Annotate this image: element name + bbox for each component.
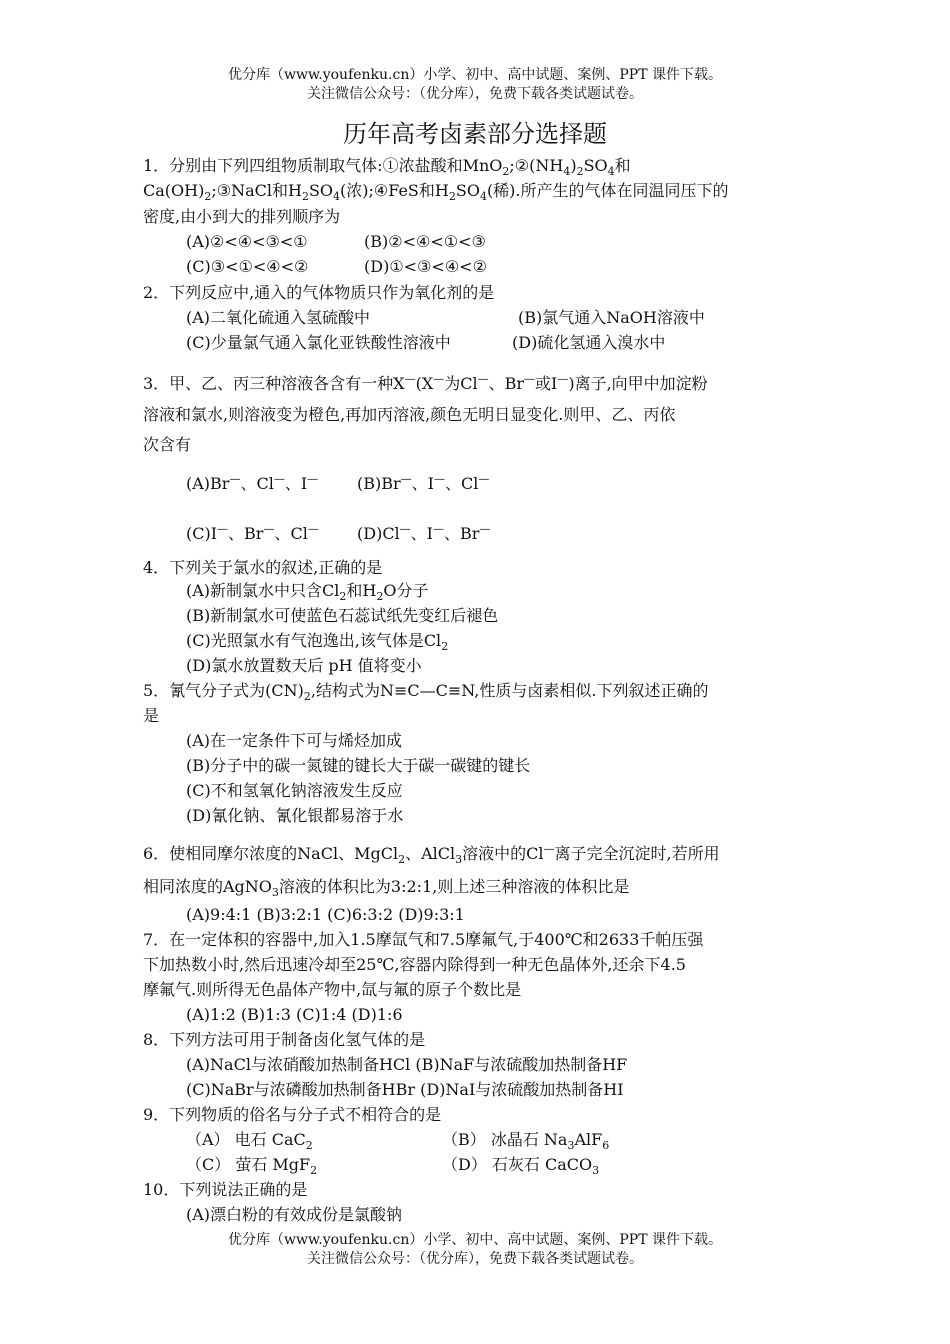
q10-option-a: (A)漂白粉的有效成份是氯酸钠 — [186, 1205, 403, 1224]
q5-option-a: (A)在一定条件下可与烯烃加成 — [186, 731, 403, 750]
q5-line-2: 是 — [143, 706, 160, 725]
q4-stem: 4．下列关于氯水的叙述,正确的是 — [143, 558, 383, 577]
q1-line-3: 密度,由小到大的排列顺序为 — [143, 207, 341, 226]
q10-stem: 10．下列说法正确的是 — [143, 1180, 308, 1199]
q2-option-a: (A)二氧化硫通入氢硫酸中 — [186, 308, 371, 327]
footer-line-2: 关注微信公众号：（优分库），免费下载各类试题试卷。 — [307, 1251, 643, 1267]
q2-stem: 2．下列反应中,通入的气体物质只作为氧化剂的是 — [143, 283, 495, 302]
q9-stem: 9．下列物质的俗名与分子式不相符合的是 — [143, 1105, 442, 1124]
q8-stem: 8．下列方法可用于制备卤化氢气体的是 — [143, 1030, 426, 1049]
q9-option-c: （C） 萤石 MgF$_2$ — [186, 1155, 318, 1178]
q7-line-3: 摩氟气.则所得无色晶体产物中,氙与氟的原子个数比是 — [143, 980, 522, 999]
q3-option-b: (B)Br—、I—、Cl— — [357, 472, 490, 493]
q7-line-1: 7．在一定体积的容器中,加入1.5摩氙气和7.5摩氟气,于400℃和2633千帕压强 — [143, 930, 704, 949]
q3-line-1: 3．甲、乙、丙三种溶液各含有一种X—(X—为Cl—、Br—或I—)离子,向甲中加淀粉 — [143, 372, 708, 393]
q8-options-cd: (C)NaBr与浓磷酸加热制备HBr (D)NaI与浓硫酸加热制备HI — [186, 1080, 624, 1099]
q9-option-d: （D） 石灰石 CaCO$_3$ — [442, 1155, 600, 1178]
q4-option-d: (D)氯水放置数天后 pH 值将变小 — [186, 656, 422, 675]
q5-option-c: (C)不和氢氧化钠溶液发生反应 — [186, 781, 403, 800]
q4-option-a: (A)新制氯水中只含$Cl_2$和$H_2O$分子 — [186, 581, 429, 604]
q4-option-c: (C)光照氯水有气泡逸出,该气体是$Cl_2$ — [186, 631, 449, 654]
q5-option-b: (B)分子中的碳一氮键的键长大于碳一碳键的键长 — [186, 756, 531, 775]
q4-option-b: (B)新制氯水可使蓝色石蕊试纸先变红后褪色 — [186, 606, 499, 625]
q6-options: (A)9:4:1 (B)3:2:1 (C)6:3:2 (D)9:3:1 — [186, 905, 465, 924]
q3-option-c: (C)I—、Br—、Cl— — [186, 522, 319, 543]
q5-option-d: (D)氰化钠、氰化银都易溶于水 — [186, 806, 404, 825]
q5-line-1: 5．氰气分子式为$(CN)_2$,结构式为N≡C—C≡N,性质与卤素相似.下列叙述正确的 — [143, 681, 709, 704]
q7-line-2: 下加热数小时,然后迅速冷却至25℃,容器内除得到一种无色晶体外,还余下4.5 — [143, 955, 686, 974]
q2-option-c: (C)少量氯气通入氯化亚铁酸性溶液中 — [186, 333, 451, 352]
q3-line-3: 次含有 — [143, 435, 192, 454]
header-line-1: 优分库（www.youfenku.cn）小学、初中、高中试题、案例、PPT 课件下载。 — [227, 67, 722, 83]
q1-option-c: (C)③<①<④<② — [186, 257, 309, 276]
q1-option-d: (D)①<③<④<② — [364, 257, 487, 276]
q9-option-b: （B） 冰晶石 $Na_3AlF_6$ — [442, 1130, 610, 1153]
q1-option-b: (B)②<④<①<③ — [364, 232, 486, 251]
q3-option-d: (D)Cl—、I—、Br— — [357, 522, 491, 543]
header-line-2: 关注微信公众号：（优分库），免费下载各类试题试卷。 — [307, 86, 643, 102]
q1-option-a: (A)②<④<③<① — [186, 232, 308, 251]
q2-option-b: (B)氯气通入NaOH溶液中 — [518, 308, 705, 327]
q9-option-a: （A） 电石 CaC$_2$ — [186, 1130, 313, 1153]
q1-line-1: 1．分别由下列四组物质制取气体:①浓盐酸和$MnO_2;②(NH_4)_2SO_4$和 — [143, 156, 631, 179]
q6-line-1: 6．使相同摩尔浓度的NaCl、MgCl$_2$、AlCl$_3$溶液中的Cl—离子完全沉淀时,若所用 — [143, 842, 720, 867]
footer-line-1: 优分库（www.youfenku.cn）小学、初中、高中试题、案例、PPT 课件下载。 — [227, 1232, 722, 1248]
q1-line-2: $Ca(OH)_2;③NaCl$和$H_2SO_4$(浓);④FeS和$H_2SO_4$(稀).所产生的气体在同温同压下的 — [143, 181, 729, 204]
q7-options: (A)1:2 (B)1:3 (C)1:4 (D)1:6 — [186, 1005, 403, 1024]
q6-line-2: 相同浓度的AgNO$_3$溶液的体积比为3:2:1,则上述三种溶液的体积比是 — [143, 877, 630, 900]
q2-option-d: (D)硫化氢通入溴水中 — [512, 333, 666, 352]
q8-options-ab: (A)NaCl与浓硝酸加热制备HCl (B)NaF与浓硫酸加热制备HF — [186, 1055, 628, 1074]
q3-line-2: 溶液和氯水,则溶液变为橙色,再加丙溶液,颜色无明日显变化.则甲、乙、丙依 — [143, 405, 676, 424]
page-title: 历年高考卤素部分选择题 — [343, 120, 607, 148]
q3-option-a: (A)Br—、Cl—、I— — [186, 472, 319, 493]
